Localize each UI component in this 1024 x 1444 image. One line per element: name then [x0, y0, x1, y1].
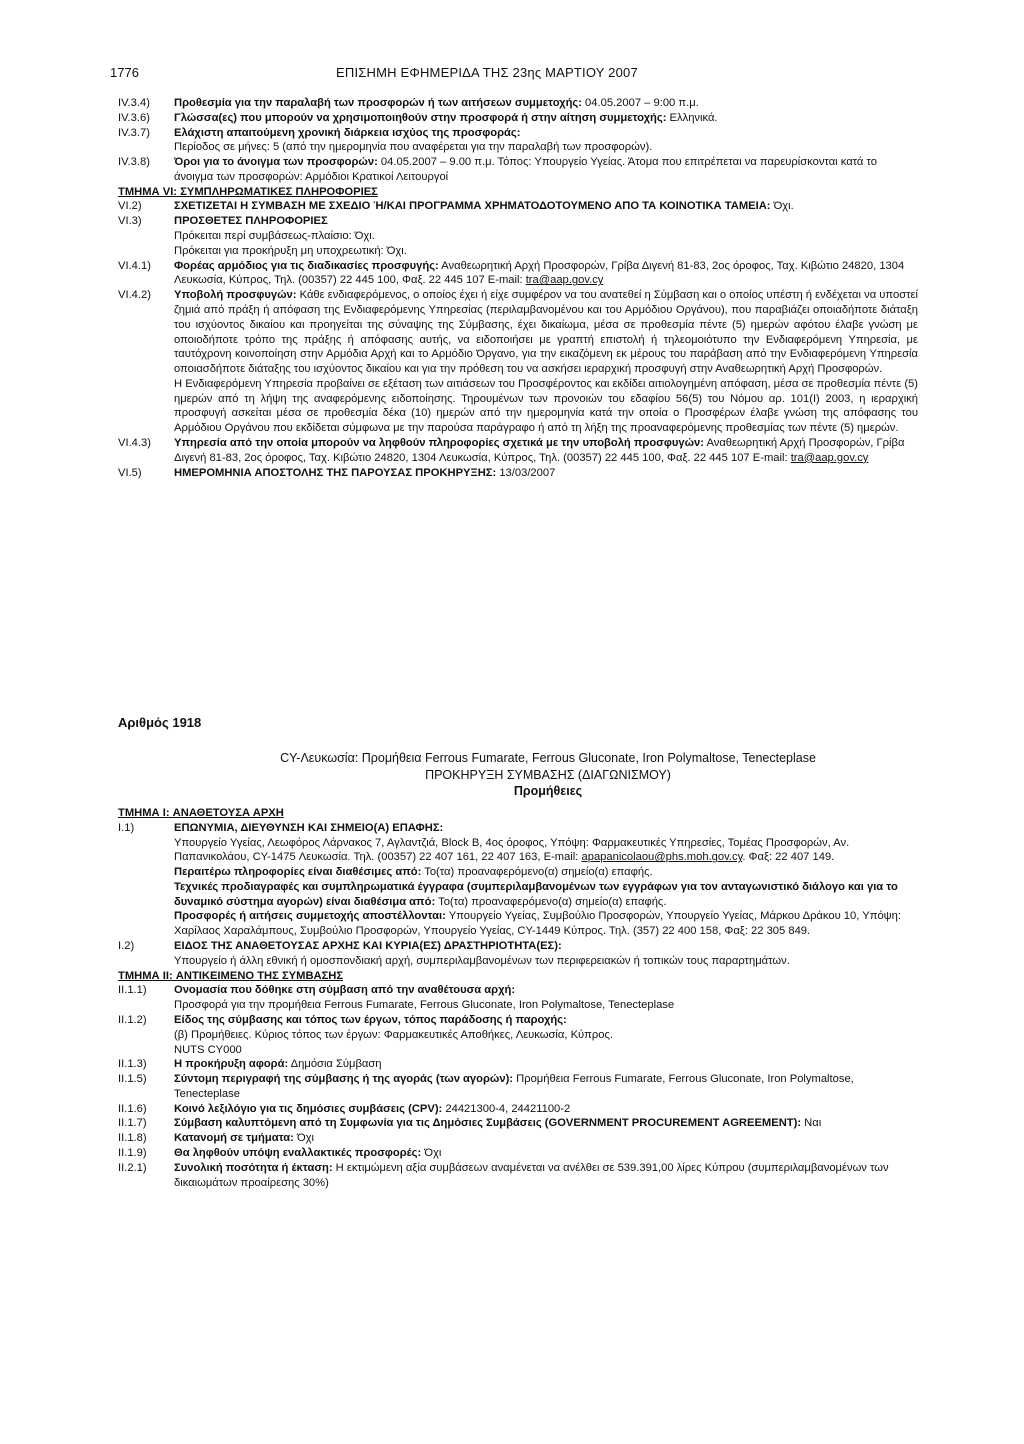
item-ii21: II.2.1) Συνολική ποσότητα ή έκταση: Η εκτιμώμενη αξία συμβάσεων αναμένεται να ανέλθει σε 539.391,00 λίρες Κύπρου (συμπεριλαμβανομένων των δικαιωμάτων προαίρεσης 30%)	[118, 1161, 889, 1189]
previous-notice-continuation	[118, 96, 918, 480]
gazette-title: ΕΠΙΣΗΜΗ ΕΦΗΜΕΡΙΔΑ ΤΗΣ 23ης ΜΑΡΤΙΟΥ 2007	[336, 65, 638, 80]
item-i2: I.2) ΕΙΔΟΣ ΤΗΣ ΑΝΑΘΕΤΟΥΣΑΣ ΑΡΧΗΣ ΚΑΙ ΚΥΡΙΑ(ΕΣ) ΔΡΑΣΤΗΡΙΟΤΗΤΑ(ΕΣ): Υπουργείο ή άλλη εθνική ή ομοσπονδιακή αρχή, συμπεριλαμβανομένων των περιφερειακών ή τοπικών τους παραρτημάτων.	[118, 940, 790, 967]
item-ii115: II.1.5) Σύντομη περιγραφή της σύμβασης ή της αγοράς (των αγορών): Προμήθεια Ferrous Fumarate, Ferrous Gluconate, Iron Polymaltose, Tenecteplase	[118, 1073, 854, 1100]
item-vi2: VI.2) ΣΧΕΤΙΖΕΤΑΙ Η ΣΥΜΒΑΣΗ ΜΕ ΣΧΕΔΙΟ Ή/ΚΑΙ ΠΡΟΓΡΑΜΜΑ ΧΡΗΜΑΤΟΔΟΤΟΥΜΕΝΟ ΑΠΟ ΤΑ ΚΟΙΝΟΤΙΚΑ ΤΑΜΕΙΑ: Όχι.	[118, 200, 794, 213]
section-vi-heading: ΤΜΗΜΑ VI: ΣΥΜΠΛΗΡΩΜΑΤΙΚΕΣ ΠΛΗΡΟΦΟΡΙΕΣ	[118, 185, 378, 198]
item-vi3: VI.3) ΠΡΟΣΘΕΤΕΣ ΠΛΗΡΟΦΟΡΙΕΣ Πρόκειται περί συμβάσεως-πλαίσιο: Όχι. Πρόκειται για προκήρυξη μη υποχρεωτική: Όχι.	[118, 215, 407, 257]
item-i1: I.1) ΕΠΩΝΥΜΙΑ, ΔΙΕΥΘΥΝΣΗ ΚΑΙ ΣΗΜΕΙΟ(Α) ΕΠΑΦΗΣ: Υπουργείο Υγείας, Λεωφόρος Λάρνακος 7, Αγλαντζιά, Block B, 4ος όροφος, Υπόψη: Φαρμακευτικές Υπηρεσίες, Τομέας Προσφορών, Αν. Παπανικολάου, CY-1475 Λευκωσία. Τηλ. (00357) 22 407 161, 22 407 163, E-mail: apapanicolaou@phs.moh.gov.cy. Φαξ: 22 407 149. Περαιτέρω πληροφορίες είναι διαθέσιμες από: Το(τα) προαναφερόμενο(α) σημείο(α) επαφής. Τεχνικές προδιαγραφές και συμπληρωματικά έγγραφα (συμπεριλαμβανομένων των εγγράφων για τον ανταγωνιστικό διάλογο και για το δυναμικό σύστημα αγορών) είναι διαθέσιμα από: Το(τα) προαναφερόμενο(α) σημείο(α) επαφής. Προσφορές ή αιτήσεις συμμετοχής αποστέλλονται: Υπουργείο Υγείας, Συμβούλιο Προσφορών, Υπουργείο Υγείας, Μάρκου Δράκου 10, Υπόψη: Χαρίλαος Χαραλάμπους, Συμβούλιο Προσφορών, Υπουργείο Υγείας, CY-1449 Κύπρος. Τηλ. (357) 22 400 158, Φαξ: 22 305 849.	[118, 821, 901, 938]
item-ii119: II.1.9) Θα ληφθούν υπόψη εναλλακτικές προσφορές: Όχι	[118, 1146, 442, 1159]
item-vi43: VI.4.3) Υπηρεσία από την οποία μπορούν να ληφθούν πληροφορίες σχετικά με την υποβολή προσφυγών: Αναθεωρητική Αρχή Προσφορών, Γρίβα Διγενή 81-83, 2ος όροφος, Ταχ. Κιβώτιο 24820, 1304 Λευκωσία, Κύπρος, Τηλ. (00357) 22 445 100, Φαξ. 22 445 107 E-mail: tra@aap.gov.cy	[118, 436, 905, 464]
item-ii113: II.1.3) Η προκήρυξη αφορά: Δημόσια Σύμβαση	[118, 1058, 382, 1071]
item-ii112: II.1.2) Είδος της σύμβασης και τόπος των έργων, τόπος παράδοσης ή παροχής: (β) Προμήθειες. Κύριος τόπος των έργων: Φαρμακευτικές Αποθήκες, Λευκωσία, Κύπρος. NUTS CY000	[118, 1013, 613, 1056]
item-vi42: VI.4.2) Υποβολή προσφυγών: Κάθε ενδιαφερόμενος, ο οποίος έχει ή είχε συμφέρον να του ανατεθεί η Σύμβαση και ο οποίος υπέστη ή ενδέχεται να υποστεί ζημιά από πράξη ή απόφαση της Ενδιαφερόμενης Υπηρεσίας (περιλαμβανομένου και του Αρμόδιου Οργάνου), που παραβιάζει οποιαδήποτε διάταξη του ισχύοντος δικαίου και προηγείται της σύναψης της Σύμβασης, έχει δικαίωμα, μέσα σε προθεσμία πέντε (5) ημερών αφότου έλαβε γνώση με οποιοδήποτε τρόπο της πράξης ή απόφασης αυτής, να ειδοποιήσει με γραπτή επιστολή ή τηλεομοιότυπο την Ενδιαφερόμενη Υπηρεσία, με ταυτόχρονη κοινοποίηση στην Αρμόδια Αρχή και το Αρμόδιο Όργανο, για την εικαζόμενη εκ μέρους του παράβαση από την Ενδιαφερόμενη Υπηρεσία οποιασδήποτε διάταξης του ισχύοντος δικαίου και για την πρόθεση του να ασκήσει ιεραρχική προσφυγή στην Αναθεωρητική Αρχή Προσφορών. Η Ενδιαφερόμενη Υπηρεσία προβαίνει σε εξέταση των αιτιάσεων του Προσφέροντος και εκδίδει αιτιολογημένη απόφαση, μέσα σε προθεσμία πέντε (5) ημερών από τη λήψη της αναφερόμενης ειδοποίησης. Τηρουμένων των προνοιών του εδαφίου 56(5) του Νόμου αρ. 101(I) 2003, η ιεραρχική προσφυγή ασκείται μέσα σε προθεσμία δέκα (10) ημερών από την ημερομηνία κατά την οποία ο Προσφέρων έλαβε γνώση της απόφασης του Αρμόδιου Οργάνου που εκδίδεται σύμφωνα με την παρούσα παράγραφο ή από τη λήξη της προαναφερόμενης προθεσμίας των πέντε (5) ημερών.	[118, 289, 918, 435]
email-link[interactable]: apapanicolaou@phs.moh.gov.cy	[581, 851, 743, 864]
item-ii118: II.1.8) Κατανομή σε τμήματα: Όχι	[118, 1132, 314, 1145]
notice-body	[118, 806, 918, 1190]
item-ii117: II.1.7) Σύμβαση καλυπτόμενη από τη Συμφωνία για τις Δημόσιες Συμβάσεις (GOVERNMENT PROCUREMENT AGREEMENT): Ναι	[118, 1117, 822, 1130]
page-number: 1776	[110, 65, 139, 80]
item-ii116: II.1.6) Κοινό λεξιλόγιο για τις δημόσιες συμβάσεις (CPV): 24421300-4, 24421100-2	[118, 1102, 571, 1115]
notice-title: CY-Λευκωσία: Προμήθεια Ferrous Fumarate, Ferrous Gluconate, Iron Polymaltose, Tenecteplase ΠΡΟΚΗΡΥΞΗ ΣΥΜΒΑΣΗΣ (ΔΙΑΓΩΝΙΣΜΟΥ) Προμήθειες	[280, 751, 816, 798]
item-iv37: IV.3.7) Ελάχιστη απαιτούμενη χρονική διάρκεια ισχύος της προσφοράς: Περίοδος σε μήνες: 5 (από την ημερομηνία που αναφέρεται για την παραλαβή των προσφορών).	[118, 126, 653, 154]
item-vi5: VI.5) ΗΜΕΡΟΜΗΝΙΑ ΑΠΟΣΤΟΛΗΣ ΤΗΣ ΠΑΡΟΥΣΑΣ ΠΡΟΚΗΡΥΞΗΣ: 13/03/2007	[118, 466, 556, 479]
item-iv34: IV.3.4) Προθεσμία για την παραλαβή των προσφορών ή των αιτήσεων συμμετοχής: 04.05.2007 – 9:00 π.μ.	[118, 97, 699, 109]
section-i-heading: ΤΜΗΜΑ I: ΑΝΑΘΕΤΟΥΣΑ ΑΡΧΗ	[118, 807, 284, 819]
section-ii-heading: ΤΜΗΜΑ II: ΑΝΤΙΚΕΙΜΕΝΟ ΤΗΣ ΣΥΜΒΑΣΗΣ	[118, 969, 344, 982]
item-ii111: II.1.1) Ονομασία που δόθηκε στη σύμβαση από την αναθέτουσα αρχή: Προσφορά για την προμήθεια Ferrous Fumarate, Ferrous Gluconate, Iron Polymaltose, Tenecteplase	[118, 984, 675, 1012]
notice-number: Αριθμός 1918	[118, 715, 202, 730]
item-iv36: IV.3.6) Γλώσσα(ες) που μπορούν να χρησιμοποιηθούν στην προσφορά ή στην αίτηση συμμετοχής: Ελληνικά.	[118, 111, 718, 124]
item-iv38: IV.3.8) Όροι για το άνοιγμα των προσφορών: 04.05.2007 – 9.00 π.μ. Τόπος: Υπουργείο Υγείας. Άτομα που επιτρέπεται να παρευρίσκονται κατά το άνοιγμα των προσφορών: Αρμόδιοι Κρατικοί Λειτουργοί	[118, 156, 877, 183]
page-header	[110, 64, 910, 82]
item-vi41: VI.4.1) Φορέας αρμόδιος για τις διαδικασίες προσφυγής: Αναθεωρητική Αρχή Προσφορών, Γρίβα Διγενή 81-83, 2ος όροφος, Ταχ. Κιβώτιο 24820, 1304 Λευκωσία, Κύπρος, Τηλ. (00357) 22 445 100, Φαξ. 22 445 107 E-mail: tra@aap.gov.cy	[118, 259, 905, 287]
email-link[interactable]: tra@aap.gov.cy	[525, 274, 604, 287]
email-link[interactable]: tra@aap.gov.cy	[790, 451, 869, 464]
